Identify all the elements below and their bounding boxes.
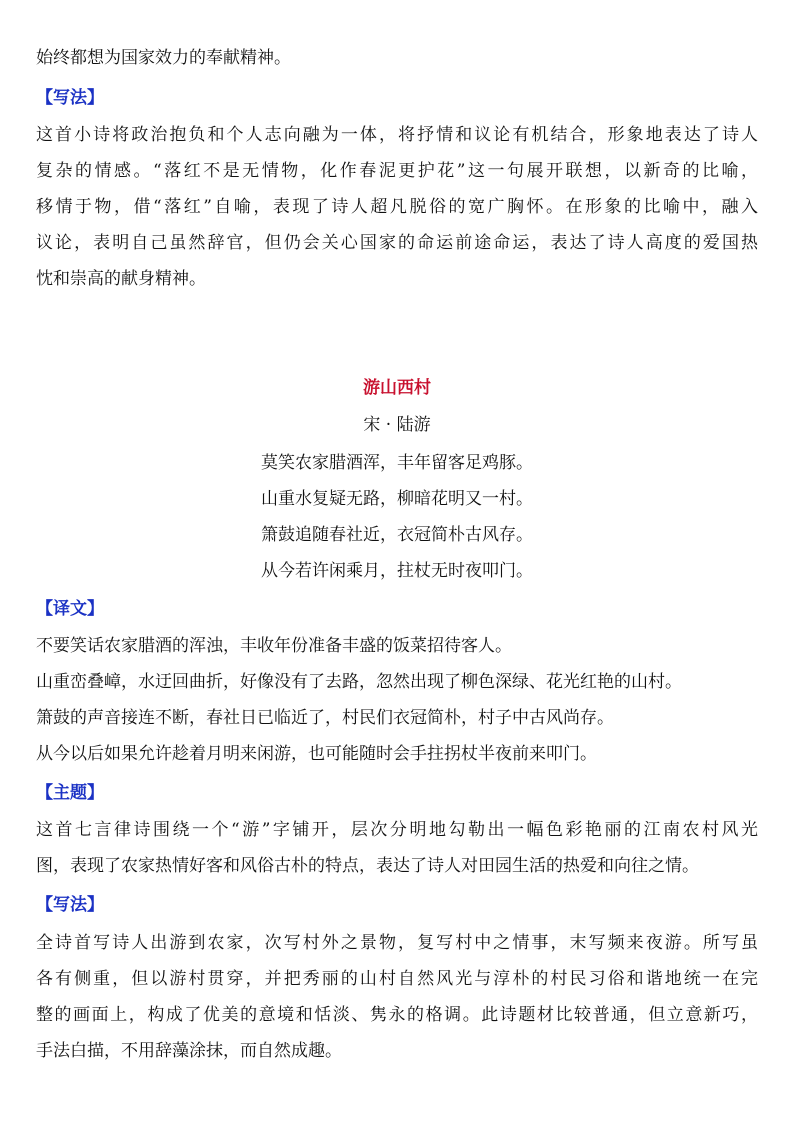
writing-1-line: 忱和崇高的献身精神。 (36, 269, 206, 289)
translation-heading: 【译文】 (36, 599, 104, 619)
translation-line: 从今以后如果允许趁着月明来闲游，也可能随时会手拄拐杖半夜前来叩门。 (36, 744, 597, 764)
writing-heading-2: 【写法】 (36, 895, 104, 915)
writing-2-line: 全诗首写诗人出游到农家，次写村外之景物，复写村中之情事，末写频来夜游。所写虽 (36, 933, 758, 953)
writing-1-line: 这首小诗将政治抱负和个人志向融为一体，将抒情和议论有机结合，形象地表达了诗人 (36, 125, 758, 145)
writing-1-line: 复杂的情感。“落红不是无情物，化作春泥更护花”这一句展开联想，以新奇的比喻， (36, 161, 758, 181)
writing-2-line: 手法白描，不用辞藻涂抹，而自然成趣。 (36, 1041, 342, 1061)
poem-line: 山重水复疑无路，柳暗花明又一村。 (261, 489, 533, 509)
poem-line: 莫笑农家腊酒浑，丰年留客足鸡豚。 (261, 453, 533, 473)
poem-author: 宋 · 陆游 (363, 415, 431, 435)
theme-line: 图，表现了农家热情好客和风俗古朴的特点，表达了诗人对田园生活的热爱和向往之情。 (36, 856, 699, 876)
writing-1-line: 议论，表明自己虽然辞官，但仍会关心国家的命运前途命运，表达了诗人高度的爱国热 (36, 233, 758, 253)
writing-1-line: 移情于物，借“落红”自喻，表现了诗人超凡脱俗的宽广胸怀。在形象的比喻中，融入 (36, 197, 758, 217)
poem-title: 游山西村 (363, 378, 431, 398)
poem-line: 从今若许闲乘月，拄杖无时夜叩门。 (261, 561, 533, 581)
writing-2-line: 整的画面上，构成了优美的意境和恬淡、隽永的格调。此诗题材比较普通，但立意新巧， (36, 1005, 758, 1025)
translation-line: 山重峦叠嶂，水迂回曲折，好像没有了去路，忽然出现了柳色深绿、花光红艳的山村。 (36, 672, 682, 692)
writing-2-line: 各有侧重，但以游村贯穿，并把秀丽的山村自然风光与淳朴的村民习俗和谐地统一在完 (36, 969, 758, 989)
translation-line: 不要笑话农家腊酒的浑浊，丰收年份准备丰盛的饭菜招待客人。 (36, 636, 512, 656)
paragraph-continuation: 始终都想为国家效力的奉献精神。 (36, 48, 291, 68)
translation-line: 箫鼓的声音接连不断，春社日已临近了，村民们衣冠简朴，村子中古风尚存。 (36, 708, 614, 728)
writing-heading-1: 【写法】 (36, 88, 104, 108)
theme-line: 这首七言律诗围绕一个“游”字铺开，层次分明地勾勒出一幅色彩艳丽的江南农村风光 (36, 820, 758, 840)
poem-line: 箫鼓追随春社近，衣冠简朴古风存。 (261, 525, 533, 545)
theme-heading: 【主题】 (36, 783, 104, 803)
